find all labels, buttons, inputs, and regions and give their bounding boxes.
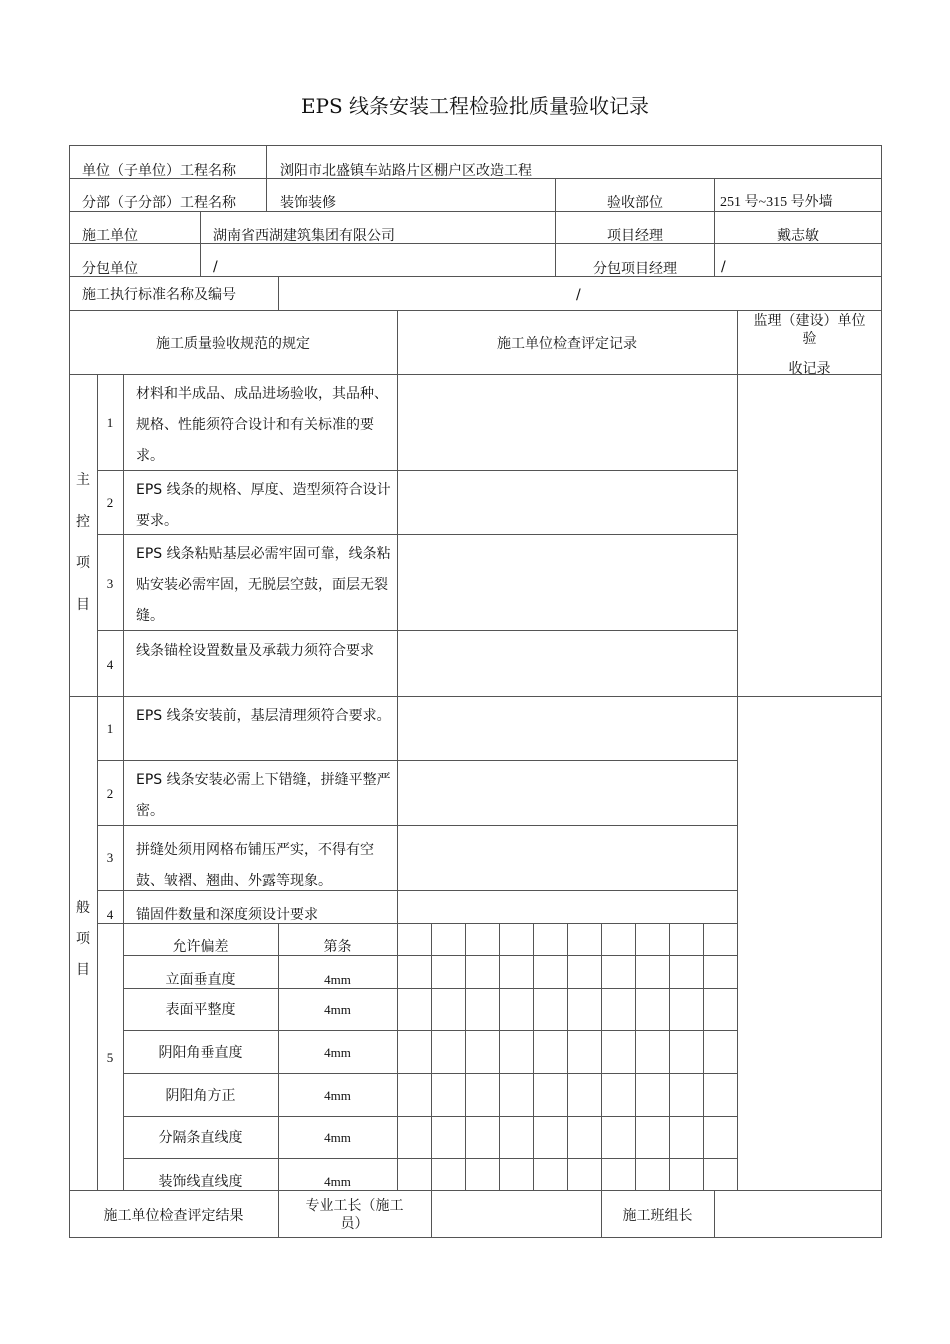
main-group-char: 目	[76, 597, 90, 613]
general-item-text: 拼缝处须用网格布铺压严实，不得有空鼓、皱褶、翘曲、外露等现象。	[136, 842, 374, 889]
tolerance-value: 4mm	[324, 972, 351, 987]
sub-pm-value: /	[721, 259, 726, 275]
main-item-text: EPS 线条的规格、厚度、造型须符合设计要求。	[136, 482, 391, 529]
inspect-part-value: 251 号~315 号外墙	[720, 195, 833, 210]
unit-label: 单位（子单位）工程名称	[82, 163, 236, 179]
main-item-number: 4	[106, 657, 114, 672]
tolerance-value: 4mm	[324, 1045, 351, 1060]
tolerance-name: 表面平整度	[165, 1002, 236, 1018]
main-item-text: EPS 线条粘贴基层必需牢固可靠，线条粘贴安装必需牢固，无脱层空鼓，面层无裂缝。	[136, 546, 391, 624]
main-item-number: 2	[106, 495, 114, 510]
supervisor-header-line2: 验	[802, 331, 817, 347]
tolerance-value: 4mm	[324, 1174, 351, 1189]
supervisor-header-line3: 收记录	[788, 361, 831, 377]
general-item-text: EPS 线条安装必需上下错缝，拼缝平整严密。	[136, 772, 391, 819]
sub-pm-label: 分包项目经理	[593, 261, 677, 277]
general-group-char: 般	[76, 900, 90, 916]
sub-label: 分包单位	[82, 261, 138, 277]
standard-value: /	[576, 287, 581, 303]
main-item-text: 线条锚栓设置数量及承载力须符合要求	[136, 643, 374, 659]
general-group-char: 项	[76, 931, 90, 947]
general-item-number: 1	[106, 721, 114, 736]
tolerance-name: 阴阳角方正	[165, 1088, 236, 1104]
general-item-number: 2	[106, 786, 114, 801]
general-item-number: 3	[106, 850, 114, 865]
supervisor-header-line1: 监理（建设）单位	[753, 313, 866, 329]
unit-value: 浏阳市北盛镇车站路片区棚户区改造工程	[280, 163, 532, 179]
division-value: 装饰装修	[280, 195, 336, 211]
main-item-number: 3	[106, 576, 114, 591]
tolerance-header-name: 允许偏差	[172, 939, 229, 955]
general-item-text: 锚固件数量和深度须设计要求	[136, 907, 318, 923]
division-label: 分部（子分部）工程名称	[82, 195, 236, 211]
page-title: EPS 线条安装工程检验批质量验收记录	[300, 94, 650, 118]
team-leader-label: 施工班组长	[622, 1208, 693, 1224]
general-group-char: 目	[76, 962, 90, 978]
tolerance-item-number: 5	[106, 1050, 114, 1065]
tolerance-value: 4mm	[324, 1130, 351, 1145]
sub-value: /	[213, 259, 218, 275]
tolerance-value: 4mm	[324, 1002, 351, 1017]
tolerance-value: 4mm	[324, 1088, 351, 1103]
main-item-text: 材料和半成品、成品进场验收，其品种、规格、性能须符合设计和有关标准的要求。	[136, 386, 388, 464]
general-item-text: EPS 线条安装前，基层清理须符合要求。	[136, 708, 391, 724]
tolerance-name: 阴阳角垂直度	[158, 1045, 243, 1061]
main-group-char: 项	[76, 555, 90, 571]
main-group-char: 控	[76, 514, 90, 530]
tolerance-name: 分隔条直线度	[158, 1130, 243, 1146]
tolerance-name: 立面垂直度	[165, 972, 236, 988]
standard-label: 施工执行标准名称及编号	[82, 287, 236, 303]
result-label: 施工单位检查评定结果	[103, 1208, 244, 1224]
tolerance-header-value: 第条	[323, 939, 352, 955]
constructor-label: 施工单位	[82, 228, 138, 244]
inspect-part-label: 验收部位	[607, 195, 663, 211]
general-item-number: 4	[106, 907, 114, 922]
foreman-label-line1: 专业工长（施工	[305, 1198, 404, 1214]
foreman-label-line2: 员）	[340, 1216, 369, 1232]
main-group-char: 主	[76, 472, 90, 488]
record-column-header: 施工单位检查评定记录	[497, 336, 637, 352]
pm-value: 戴志敏	[777, 228, 819, 244]
main-item-number: 1	[106, 415, 114, 430]
spec-column-header: 施工质量验收规范的规定	[156, 336, 310, 352]
tolerance-name: 装饰线直线度	[158, 1174, 243, 1190]
pm-label: 项目经理	[607, 228, 663, 244]
constructor-value: 湖南省西湖建筑集团有限公司	[213, 228, 395, 244]
